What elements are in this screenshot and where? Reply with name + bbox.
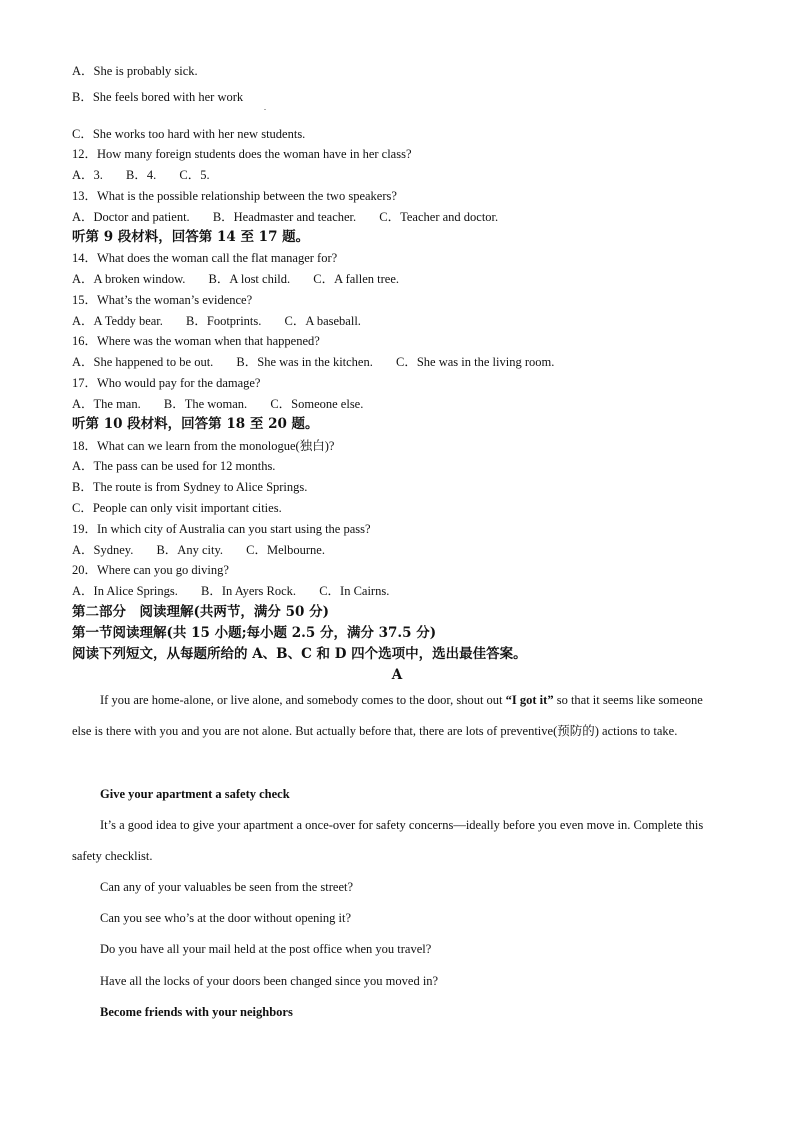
q19-option-a: A．Sydney. (72, 543, 134, 557)
q12-stem: 12．How many foreign students does the woman have in her class? (72, 147, 412, 161)
q14-option-a: A．A broken window. (72, 272, 186, 286)
section-heading-safety-check (100, 786, 290, 802)
q17-option-a: A．The man. (72, 397, 141, 411)
q14-option-c: C．A fallen tree. (313, 272, 400, 286)
q18-option-a: A．The pass can be used for 12 months. (72, 459, 276, 473)
q14-options (72, 271, 399, 287)
q13-option-b: B．Headmaster and teacher. (212, 210, 357, 224)
q11-option-a: A．She is probably sick. (72, 64, 198, 78)
q12-option-b: B．4. (126, 168, 157, 182)
q20-option-c: C．In Cairns. (319, 584, 390, 598)
q15-options (72, 313, 361, 329)
section-9-heading: 听第 9 段材料，回答第 14 至 17 题。 (72, 229, 310, 245)
intro-text-1: If you are home-alone, or live alone, and somebody comes to the door, shout out (100, 693, 506, 707)
q13-stem: 13．What is the possible relationship between the two speakers? (72, 189, 397, 203)
q15-option-a: A．A Teddy bear. (72, 314, 163, 328)
q16-option-c: C．She was in the living room. (396, 355, 555, 369)
q19-option-c: C．Melbourne. (246, 543, 325, 557)
q18-option-c: C．People can only visit important cities. (72, 501, 282, 515)
q11-option-b: B．She feels bored with her work (72, 90, 244, 104)
q12-options (72, 167, 210, 183)
checklist-item: Can any of your valuables be seen from the street? (100, 880, 354, 894)
q16-option-b: B．She was in the kitchen. (236, 355, 373, 369)
q13-options (72, 209, 498, 225)
q13-option-c: C．Teacher and doctor. (379, 210, 499, 224)
passage-paragraph-2: It’s a good idea to give your apartment a once-over for safety concerns—ideally before you even move in. Complete this safety checklist. (72, 818, 704, 863)
q19-stem: 19．In which city of Australia can you start using the pass? (72, 522, 371, 536)
q17-options (72, 396, 363, 412)
q20-options (72, 583, 389, 599)
q14-option-b: B．A lost child. (208, 272, 291, 286)
section-10-heading: 听第 10 段材料，回答第 18 至 20 题。 (72, 416, 319, 432)
q15-stem: 15．What’s the woman’s evidence? (72, 293, 253, 307)
q17-option-b: B．The woman. (163, 397, 248, 411)
stray-dot: . (264, 103, 266, 112)
passage-letter: A (391, 667, 403, 683)
q17-stem: 17．Who would pay for the damage? (72, 376, 261, 390)
q18-option-b: B．The route is from Sydney to Alice Springs. (72, 480, 308, 494)
q20-option-a: A．In Alice Springs. (72, 584, 178, 598)
part-2-heading: 第二部分 阅读理解(共两节，满分 50 分) (72, 604, 329, 620)
neighbors-heading-text: Become friends with your neighbors (100, 1005, 293, 1019)
section-heading-neighbors (100, 1004, 293, 1020)
passage-intro (72, 685, 724, 747)
q12-option-a: A．3. (72, 168, 103, 182)
q20-stem: 20．Where can you go diving? (72, 563, 229, 577)
checklist-item: Do you have all your mail held at the post office when you travel? (100, 942, 432, 956)
q20-option-b: B．In Ayers Rock. (201, 584, 297, 598)
q15-option-c: C．A baseball. (284, 314, 361, 328)
intro-text-2: so that it seems like someone else is there with you and you are not alone. But actually before that, there are lots of preventive(预防的) actions to take. (72, 693, 703, 738)
q19-option-b: B．Any city. (156, 543, 224, 557)
q15-option-b: B．Footprints. (186, 314, 262, 328)
q16-stem: 16．Where was the woman when that happened? (72, 334, 320, 348)
q16-option-a: A．She happened to be out. (72, 355, 214, 369)
checklist-item: Can you see who’s at the door without opening it? (100, 911, 352, 925)
q13-option-a: A．Doctor and patient. (72, 210, 190, 224)
q14-stem: 14．What does the woman call the flat manager for? (72, 251, 338, 265)
q11-option-c: C．She works too hard with her new students. (72, 127, 306, 141)
safety-check-heading-text: Give your apartment a safety check (100, 787, 290, 801)
q12-option-c: C．5. (179, 168, 210, 182)
section-1-heading: 第一节阅读理解(共 15 小题;每小题 2.5 分，满分 37.5 分) (72, 625, 437, 641)
q16-options (72, 354, 554, 370)
q19-options (72, 542, 325, 558)
intro-emphasis: “I got it” (505, 693, 554, 707)
checklist-item: Have all the locks of your doors been changed since you moved in? (100, 974, 439, 988)
q18-stem: 18．What can we learn from the monologue(独白)? (72, 439, 335, 453)
reading-instructions: 阅读下列短文，从每题所给的 A、B、C 和 D 四个选项中，选出最佳答案。 (72, 646, 527, 662)
q17-option-c: C．Someone else. (270, 397, 364, 411)
